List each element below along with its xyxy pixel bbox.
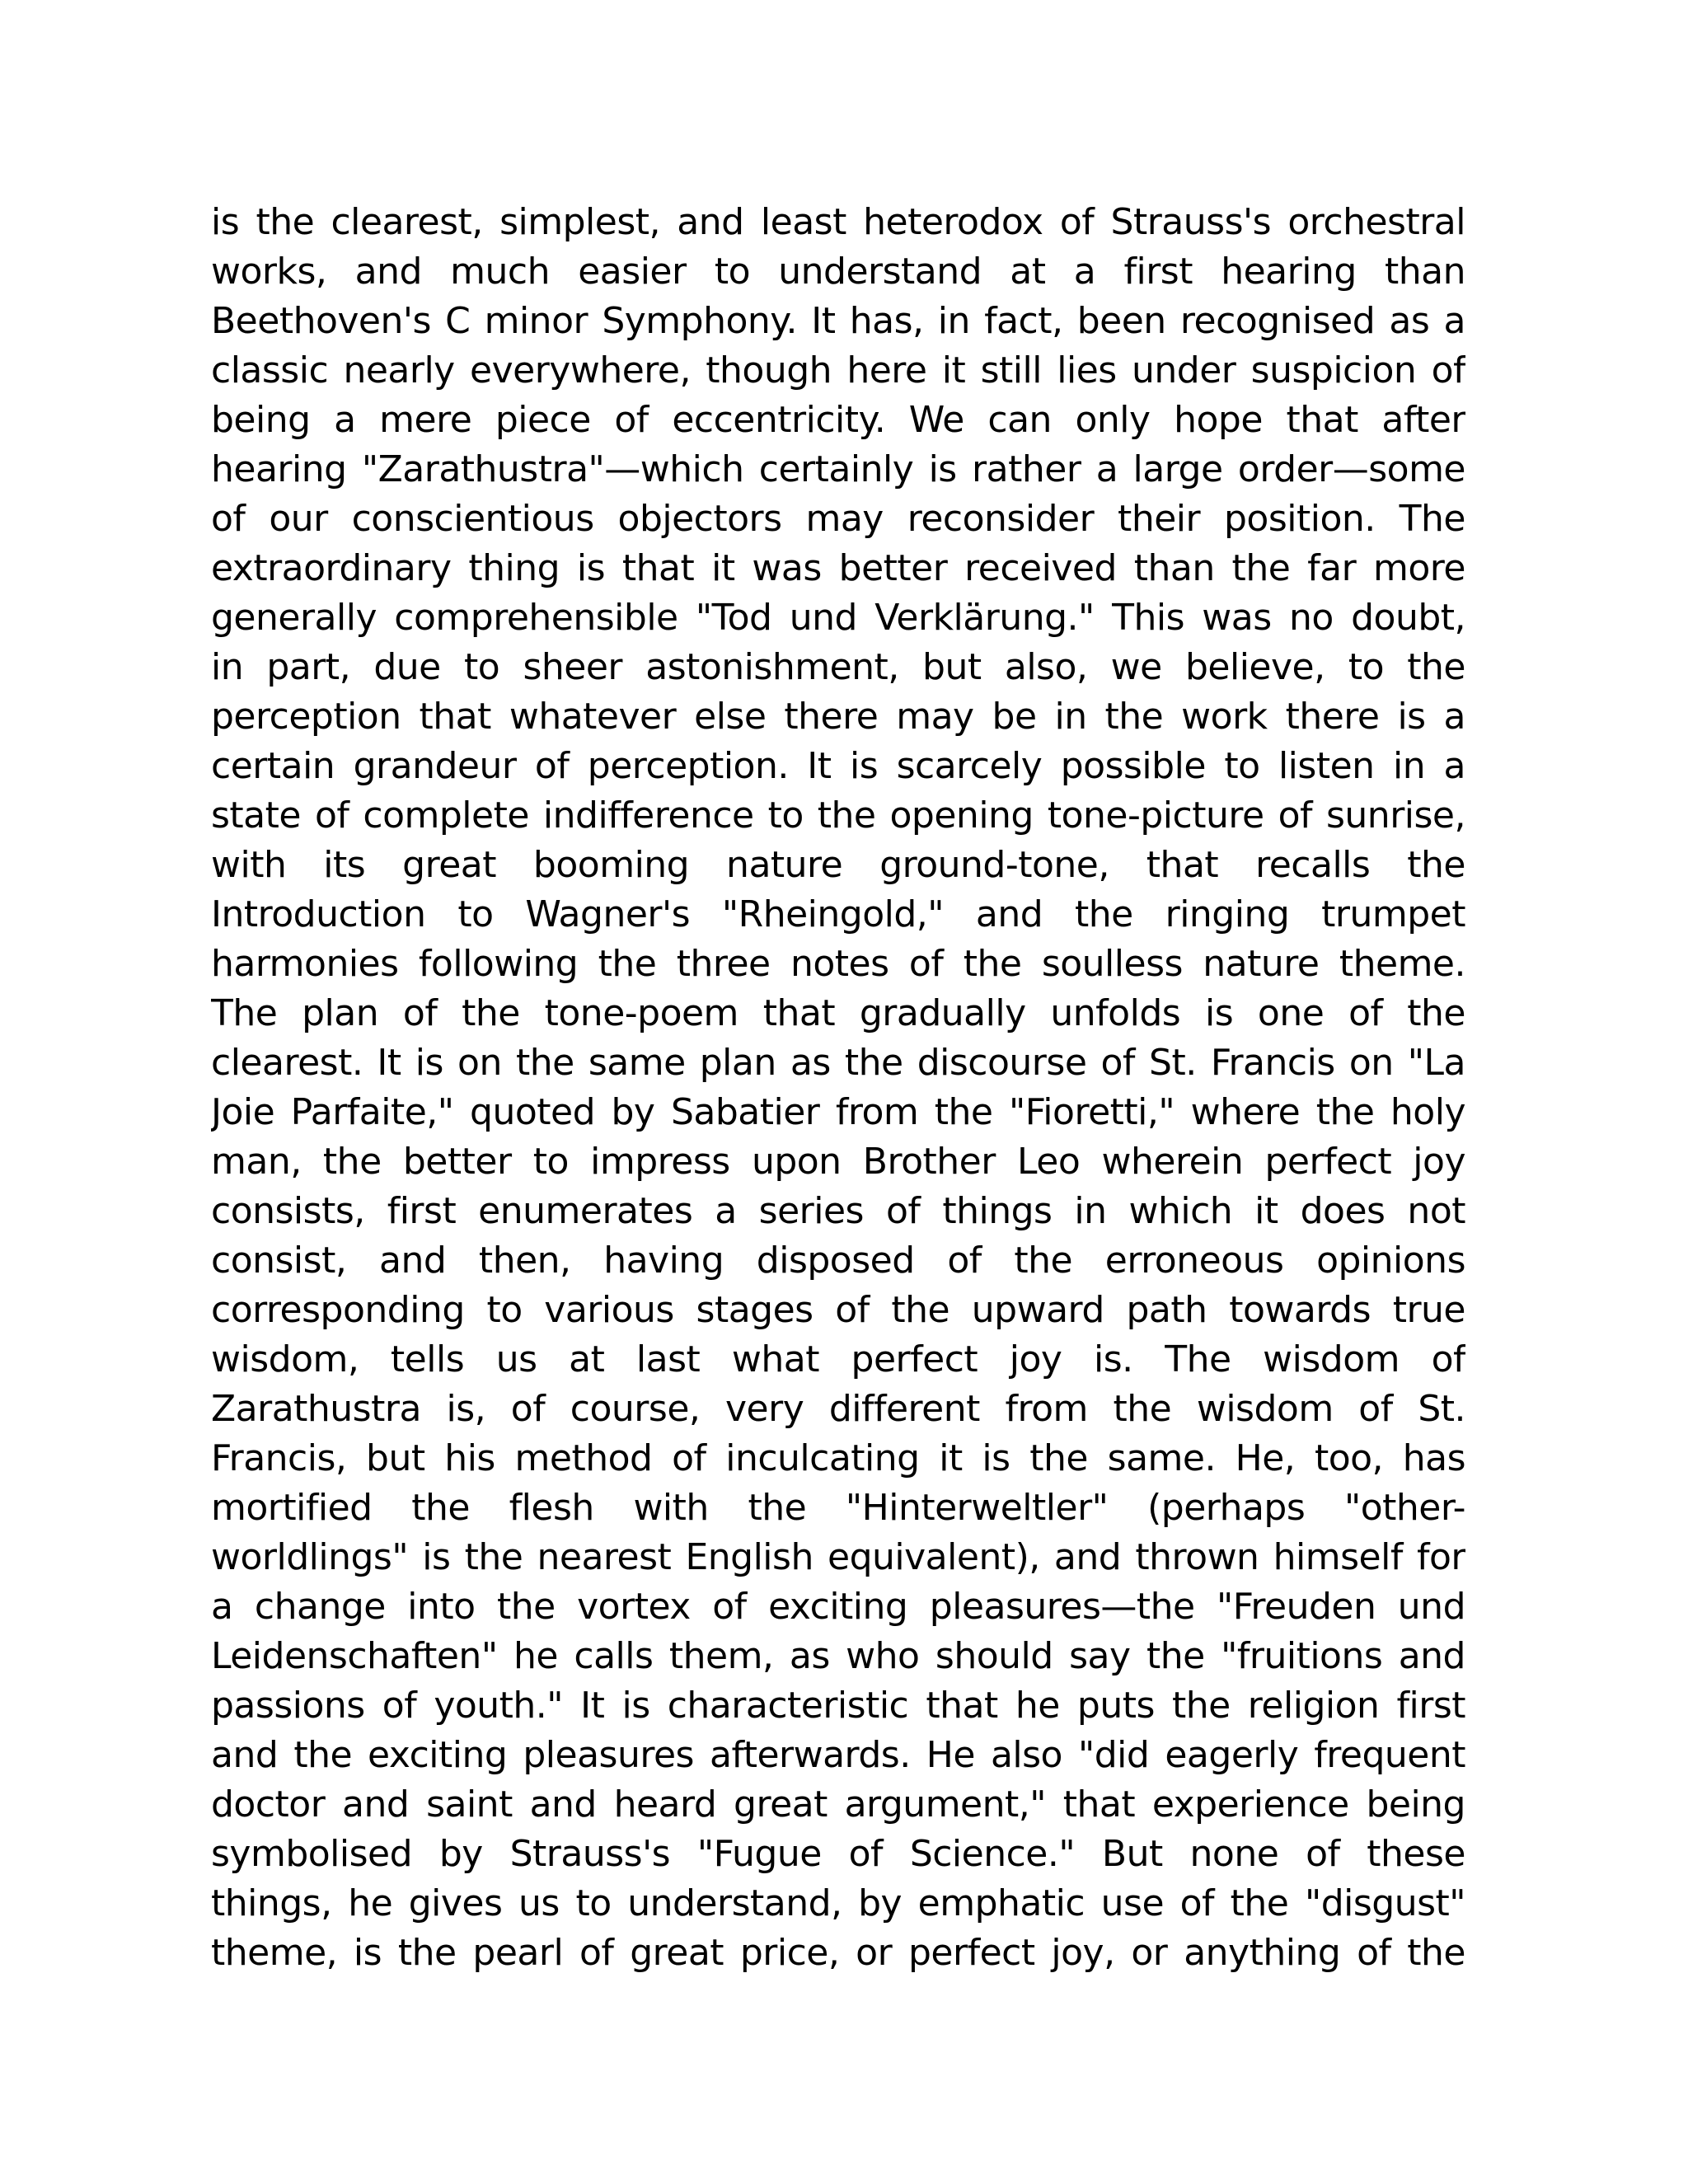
body-text	[211, 198, 1465, 1978]
text-line: consists, first enumerates a series of things in which it does not	[211, 1190, 1465, 1232]
text-line: Zarathustra is, of course, very different from the wisdom of St.	[211, 1388, 1465, 1430]
text-line: of our conscientious objectors may reconsider their position. The	[211, 498, 1465, 540]
text-line: and the exciting pleasures afterwards. He also "did eagerly frequent	[211, 1734, 1465, 1776]
text-line: hearing "Zarathustra"—which certainly is rather a large order—some	[211, 448, 1465, 490]
text-line: corresponding to various stages of the upward path towards true	[211, 1289, 1465, 1331]
text-line: theme, is the pearl of great price, or perfect joy, or anything of the	[211, 1932, 1465, 1974]
text-line: is the clearest, simplest, and least heterodox of Strauss's orchestral	[211, 201, 1465, 243]
text-line: passions of youth." It is characteristic that he puts the religion first	[211, 1685, 1465, 1727]
text-line: wisdom, tells us at last what perfect joy is. The wisdom of	[211, 1338, 1465, 1380]
text-line: works, and much easier to understand at a first hearing than	[211, 251, 1465, 293]
text-line: doctor and saint and heard great argument," that experience being	[211, 1783, 1465, 1825]
text-line: Joie Parfaite," quoted by Sabatier from the "Fioretti," where the holy	[211, 1091, 1465, 1133]
text-line: perception that whatever else there may be in the work there is a	[211, 696, 1465, 738]
text-line: mortified the flesh with the "Hinterweltler" (perhaps "other-	[211, 1487, 1465, 1529]
text-line: The plan of the tone-poem that gradually unfolds is one of the	[211, 992, 1465, 1034]
text-line: Leidenschaften" he calls them, as who should say the "fruitions and	[211, 1635, 1465, 1677]
text-line: extraordinary thing is that it was better received than the far more	[211, 547, 1465, 589]
text-line: classic nearly everywhere, though here it still lies under suspicion of	[211, 349, 1465, 391]
text-line: in part, due to sheer astonishment, but also, we believe, to the	[211, 646, 1465, 688]
text-line: worldlings" is the nearest English equivalent), and thrown himself for	[211, 1536, 1465, 1578]
text-line: state of complete indifference to the opening tone-picture of sunrise,	[211, 794, 1465, 837]
text-line: with its great booming nature ground-tone, that recalls the	[211, 844, 1465, 886]
text-line: harmonies following the three notes of the soulless nature theme.	[211, 943, 1465, 985]
text-line: generally comprehensible "Tod und Verklärung." This was no doubt,	[211, 597, 1465, 639]
text-line: Beethoven's C minor Symphony. It has, in fact, been recognised as a	[211, 300, 1465, 342]
text-line: clearest. It is on the same plan as the discourse of St. Francis on "La	[211, 1042, 1465, 1084]
text-line: Francis, but his method of inculcating it is the same. He, too, has	[211, 1437, 1465, 1479]
text-line: man, the better to impress upon Brother Leo wherein perfect joy	[211, 1141, 1465, 1183]
text-line: a change into the vortex of exciting pleasures—the "Freuden und	[211, 1586, 1465, 1628]
text-line: certain grandeur of perception. It is scarcely possible to listen in a	[211, 745, 1465, 787]
text-line: consist, and then, having disposed of the erroneous opinions	[211, 1240, 1465, 1282]
text-line: Introduction to Wagner's "Rheingold," and the ringing trumpet	[211, 893, 1465, 935]
text-line: things, he gives us to understand, by emphatic use of the "disgust"	[211, 1882, 1465, 1924]
text-line: being a mere piece of eccentricity. We can only hope that after	[211, 399, 1465, 441]
text-line: symbolised by Strauss's "Fugue of Science." But none of these	[211, 1833, 1465, 1875]
